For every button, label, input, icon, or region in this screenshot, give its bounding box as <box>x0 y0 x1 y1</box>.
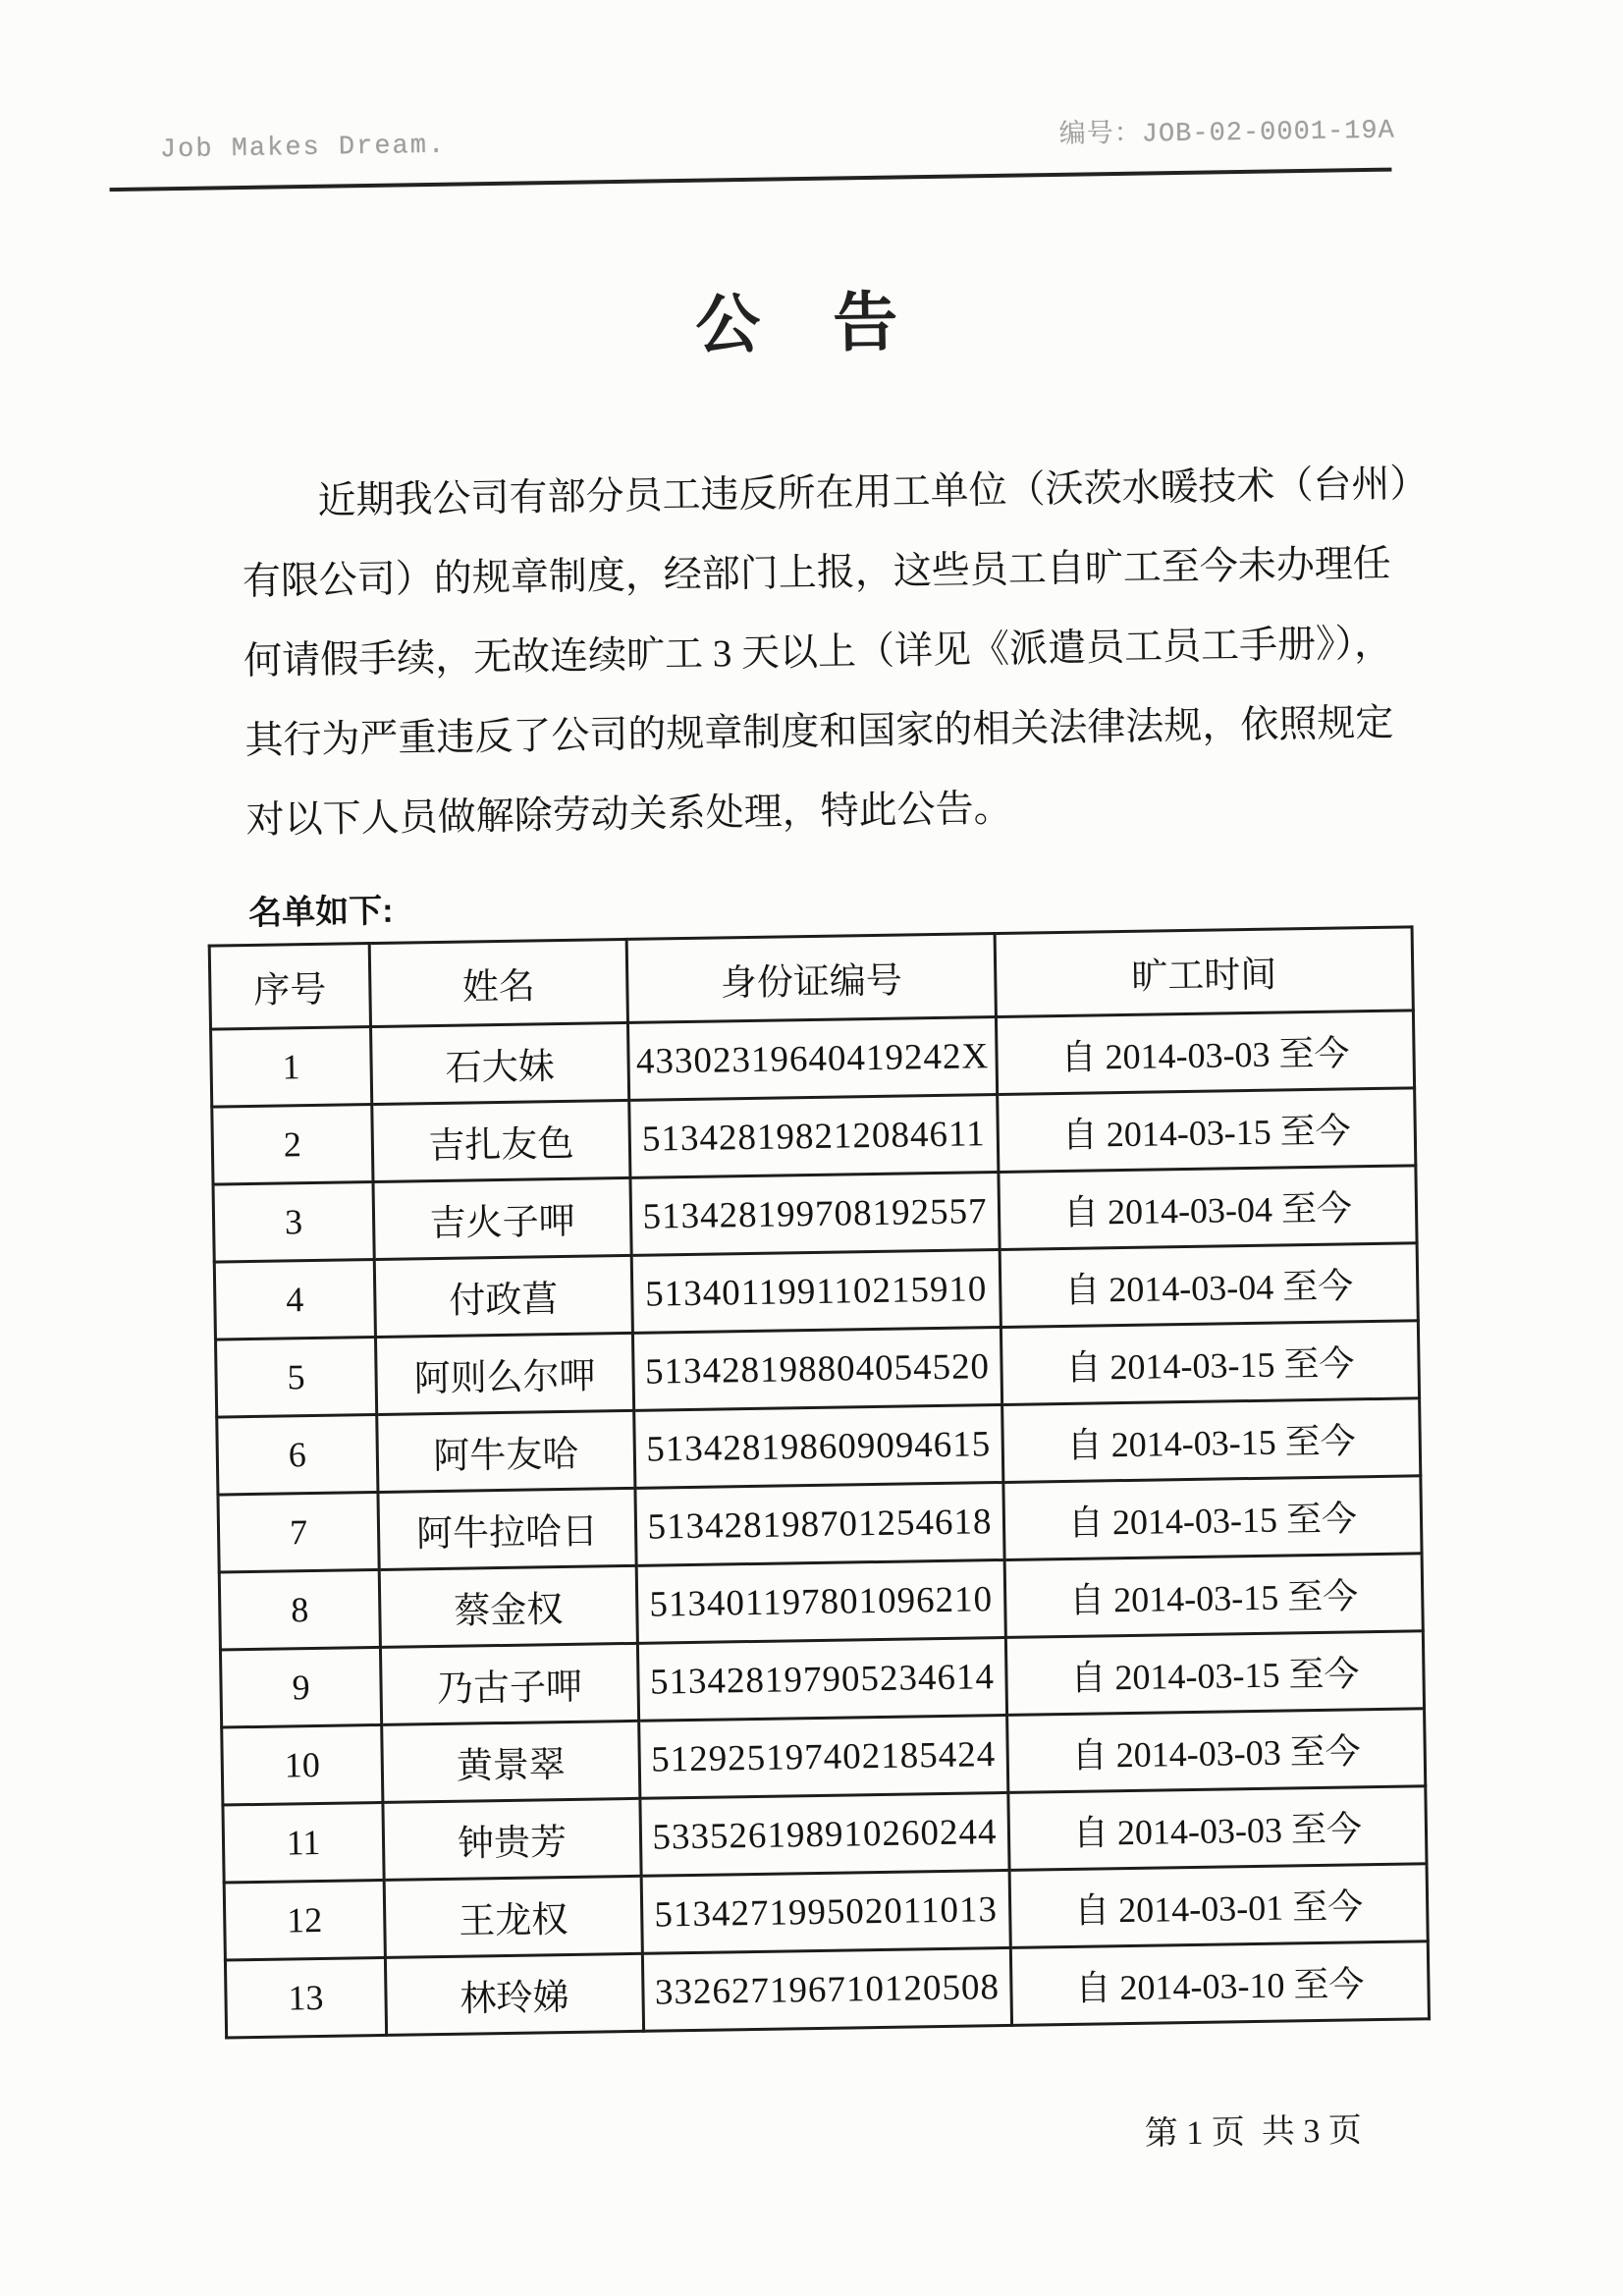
roster-list-label: 名单如下: <box>247 892 394 932</box>
cell-index: 1 <box>211 1027 372 1108</box>
body-line: 何请假手续，无故连续旷工 3 天以上（详见《派遣员工员工手册》）， <box>243 622 1393 683</box>
cell-name: 吉扎友色 <box>372 1100 630 1181</box>
cell-id-number: 512925197402185424 <box>639 1715 1008 1798</box>
cell-absence-period: 自 2014-03-04 至今 <box>1000 1243 1418 1328</box>
cell-id-number: 513427199502011013 <box>641 1870 1010 1953</box>
cell-absence-period: 自 2014-03-10 至今 <box>1010 1941 1429 2026</box>
cell-absence-period: 自 2014-03-15 至今 <box>1001 1321 1419 1405</box>
cell-absence-period: 自 2014-03-15 至今 <box>1005 1631 1424 1716</box>
table-body <box>211 1011 1430 2038</box>
cell-id-number: 533526198910260244 <box>640 1792 1009 1876</box>
cell-index: 13 <box>225 1957 386 2038</box>
cell-absence-period: 自 2014-03-15 至今 <box>1003 1476 1422 1560</box>
cell-name: 阿牛拉哈日 <box>378 1488 636 1569</box>
cell-absence-period: 自 2014-03-03 至今 <box>996 1011 1414 1095</box>
cell-index: 4 <box>214 1260 375 1340</box>
cell-index: 2 <box>212 1105 373 1185</box>
cell-id-number: 513428198701254618 <box>635 1482 1004 1565</box>
body-line: 有限公司）的规章制度，经部门上报，这些员工自旷工至今未办理任 <box>242 542 1392 604</box>
cell-absence-period: 自 2014-03-15 至今 <box>1004 1554 1423 1638</box>
body-line: 近期我公司有部分员工违反所在用工单位（沃茨水暖技术（台州） <box>317 463 1429 522</box>
document-number <box>1058 107 1395 151</box>
header-divider <box>110 168 1392 192</box>
cell-id-number: 513401197801096210 <box>636 1559 1005 1643</box>
cell-id-number: 332627196710120508 <box>642 1947 1011 2031</box>
dismissal-roster-table <box>208 925 1431 2039</box>
cell-index: 9 <box>220 1647 381 1727</box>
column-header: 姓名 <box>369 939 627 1026</box>
page-footer: 第 1 页 共 3 页 <box>1144 2112 1363 2153</box>
cell-name: 乃古子呷 <box>380 1643 638 1724</box>
cell-name: 阿则么尔呷 <box>375 1333 633 1414</box>
body-line: 其行为严重违反了公司的规章制度和国家的相关法律法规，依照规定 <box>244 701 1394 763</box>
cell-id-number: 43302319640419242X <box>628 1017 998 1101</box>
cell-id-number: 513401199110215910 <box>631 1250 1001 1334</box>
cell-index: 7 <box>218 1492 379 1572</box>
column-header: 身份证编号 <box>626 934 996 1023</box>
document-number-value: JOB-02-0001-19A <box>1141 116 1396 150</box>
cell-index: 12 <box>224 1880 385 1960</box>
column-header: 序号 <box>209 944 370 1030</box>
document-header <box>160 107 1395 166</box>
cell-index: 10 <box>222 1724 383 1805</box>
cell-absence-period: 自 2014-03-15 至今 <box>1002 1398 1421 1483</box>
cell-name: 钟贵芳 <box>383 1798 641 1880</box>
cell-name: 王龙权 <box>384 1876 642 1957</box>
cell-id-number: 513428199708192557 <box>630 1173 1000 1256</box>
cell-name: 付政菖 <box>374 1255 632 1337</box>
cell-absence-period: 自 2014-03-03 至今 <box>1007 1709 1426 1793</box>
cell-id-number: 513428198212084611 <box>629 1095 999 1178</box>
page-title: 公 告 <box>694 287 902 362</box>
cell-name: 蔡金权 <box>379 1565 637 1647</box>
cell-absence-period: 自 2014-03-01 至今 <box>1009 1864 1428 1948</box>
cell-absence-period: 自 2014-03-15 至今 <box>998 1088 1416 1173</box>
cell-name: 石大妹 <box>370 1022 628 1104</box>
body-line: 对以下人员做解除劳动关系处理，特此公告。 <box>245 787 1012 843</box>
cell-id-number: 513428197905234614 <box>637 1637 1006 1721</box>
cell-index: 5 <box>215 1337 376 1417</box>
column-header: 旷工时间 <box>995 927 1413 1017</box>
cell-name: 黄景翠 <box>382 1721 640 1802</box>
cell-id-number: 513428198804054520 <box>632 1327 1001 1410</box>
cell-index: 11 <box>223 1802 384 1883</box>
cell-name: 阿牛友哈 <box>377 1410 635 1492</box>
cell-absence-period: 自 2014-03-03 至今 <box>1008 1786 1427 1871</box>
cell-index: 8 <box>219 1569 380 1650</box>
cell-id-number: 513428198609094615 <box>634 1404 1003 1488</box>
cell-index: 3 <box>213 1182 374 1263</box>
cell-name: 吉火子呷 <box>373 1177 631 1259</box>
notice-paragraph <box>241 444 1429 860</box>
document-number-label: 编号： <box>1058 120 1143 151</box>
cell-absence-period: 自 2014-03-04 至今 <box>999 1166 1417 1250</box>
cell-name: 林玲娣 <box>385 1953 643 2035</box>
header-slogan: Job Makes Dream. <box>159 131 447 166</box>
cell-index: 6 <box>217 1414 378 1495</box>
